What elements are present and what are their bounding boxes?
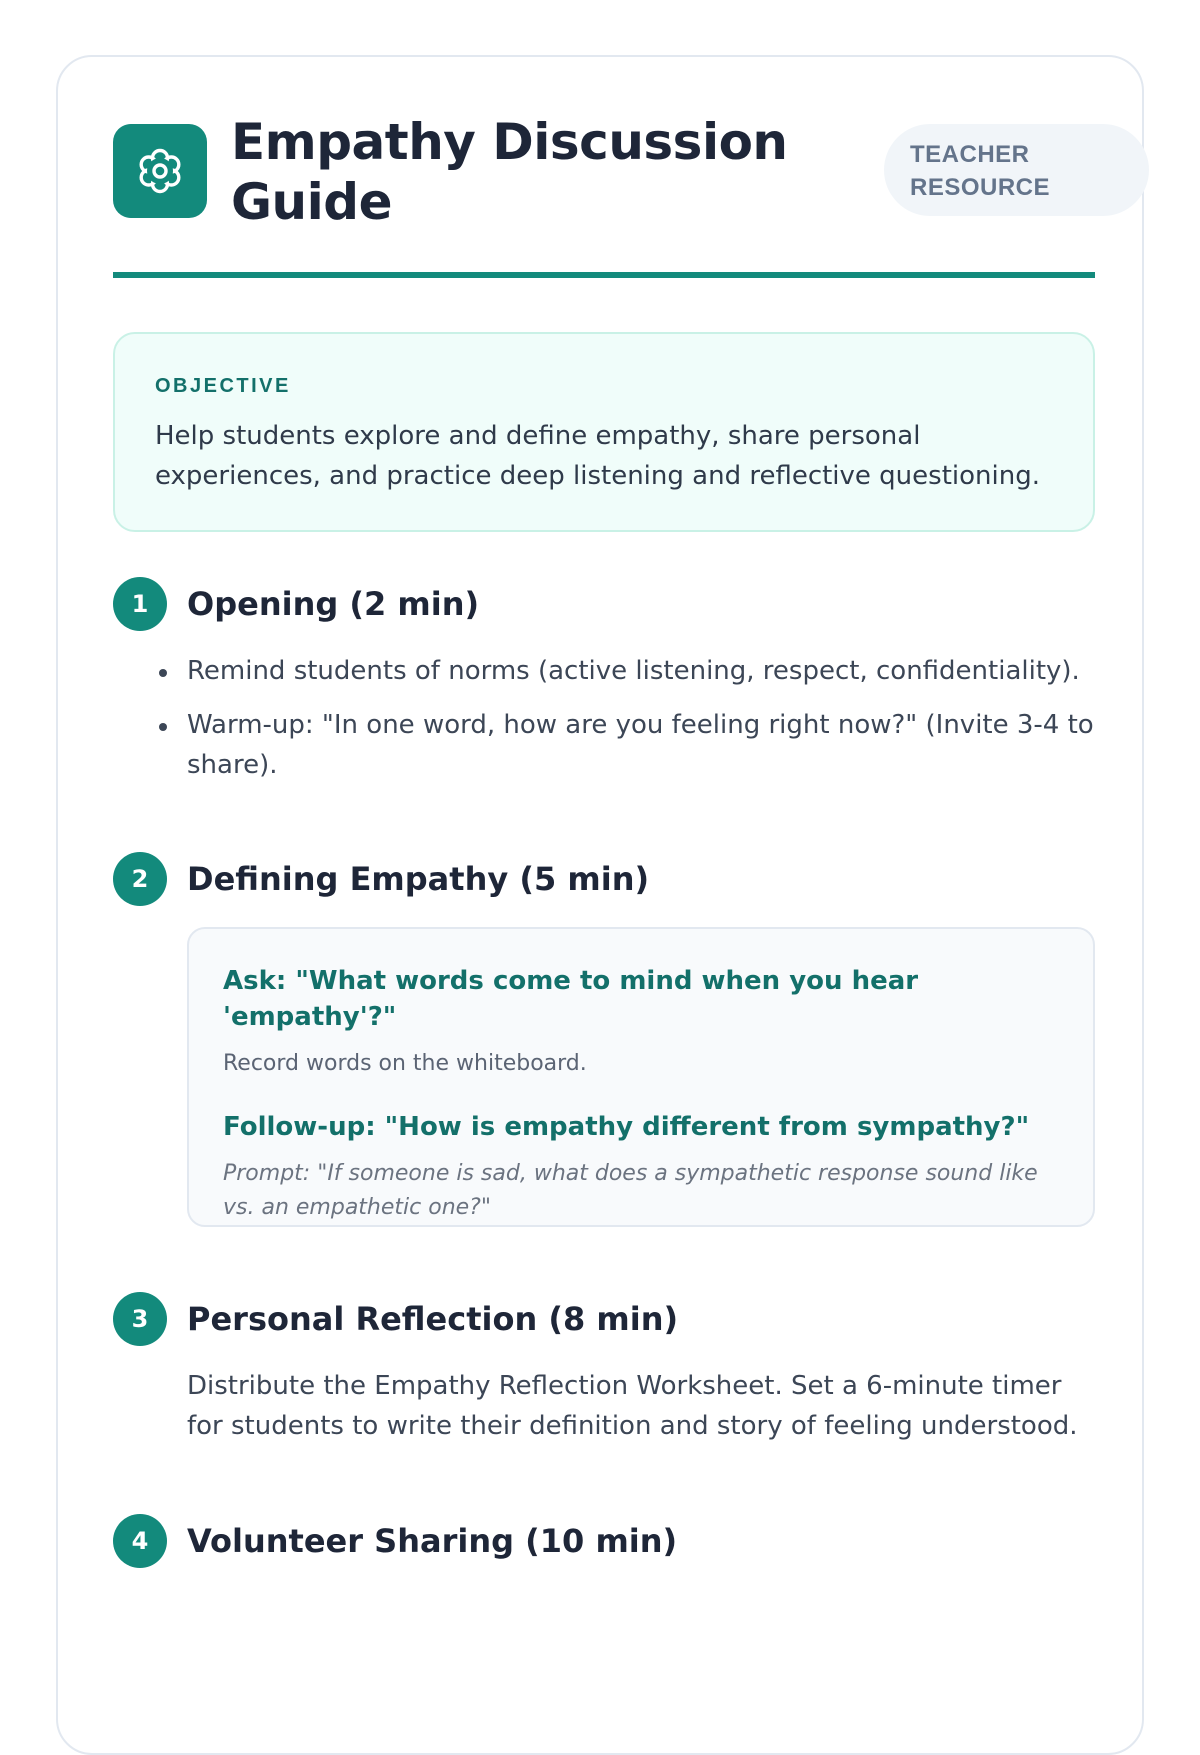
bullet-list (187, 651, 1095, 785)
teacher-resource-badge: TEACHER RESOURCE (884, 124, 1149, 216)
list-item: Remind students of norms (active listening, respect, confidentiality). (187, 651, 1095, 691)
section-personal-reflection (113, 1292, 1095, 1472)
section-opening (113, 577, 1095, 807)
section-title: Volunteer Sharing (10 min) (187, 1522, 678, 1560)
header-divider (113, 272, 1095, 278)
section-title: Opening (2 min) (187, 585, 480, 623)
step-number: 4 (113, 1514, 167, 1568)
section-title: Defining Empathy (5 min) (187, 860, 650, 898)
question-box (187, 927, 1095, 1227)
section-volunteer-sharing (113, 1514, 1095, 1594)
section-defining-empathy (113, 852, 1095, 1232)
page-title: Empathy Discussion Guide (231, 113, 788, 231)
question-note: Record words on the whiteboard. (223, 1051, 587, 1076)
ask-question: Ask: "What words come to mind when you hear 'empathy'?" (223, 966, 919, 1032)
followup-prompt: Prompt: "If someone is sad, what does a sympathetic response sound like vs. an empathetic one?" (223, 1161, 1038, 1220)
guide-header (113, 112, 1093, 272)
list-item: Warm-up: "In one word, how are you feeling right now?" (Invite 3-4 to share). (187, 705, 1095, 785)
section-body (187, 651, 1095, 799)
guide-card (56, 55, 1144, 1755)
section-text: Distribute the Empathy Reflection Worksheet. Set a 6-minute timer for students to write their definition and story of feeling understood. (187, 1371, 1078, 1441)
step-number: 2 (113, 852, 167, 906)
objective-text: Help students explore and define empathy, share personal experiences, and practice deep listening and reflective questioning. (155, 421, 1040, 491)
followup-question: Follow-up: "How is empathy different from sympathy?" (223, 1112, 1030, 1142)
step-number: 3 (113, 1292, 167, 1346)
objective-box (113, 332, 1095, 532)
section-title: Personal Reflection (8 min) (187, 1300, 679, 1338)
step-number: 1 (113, 577, 167, 631)
logo (113, 124, 207, 218)
flower-gear-icon (134, 145, 186, 197)
section-body (187, 1366, 1095, 1446)
objective-label: OBJECTIVE (155, 375, 291, 397)
